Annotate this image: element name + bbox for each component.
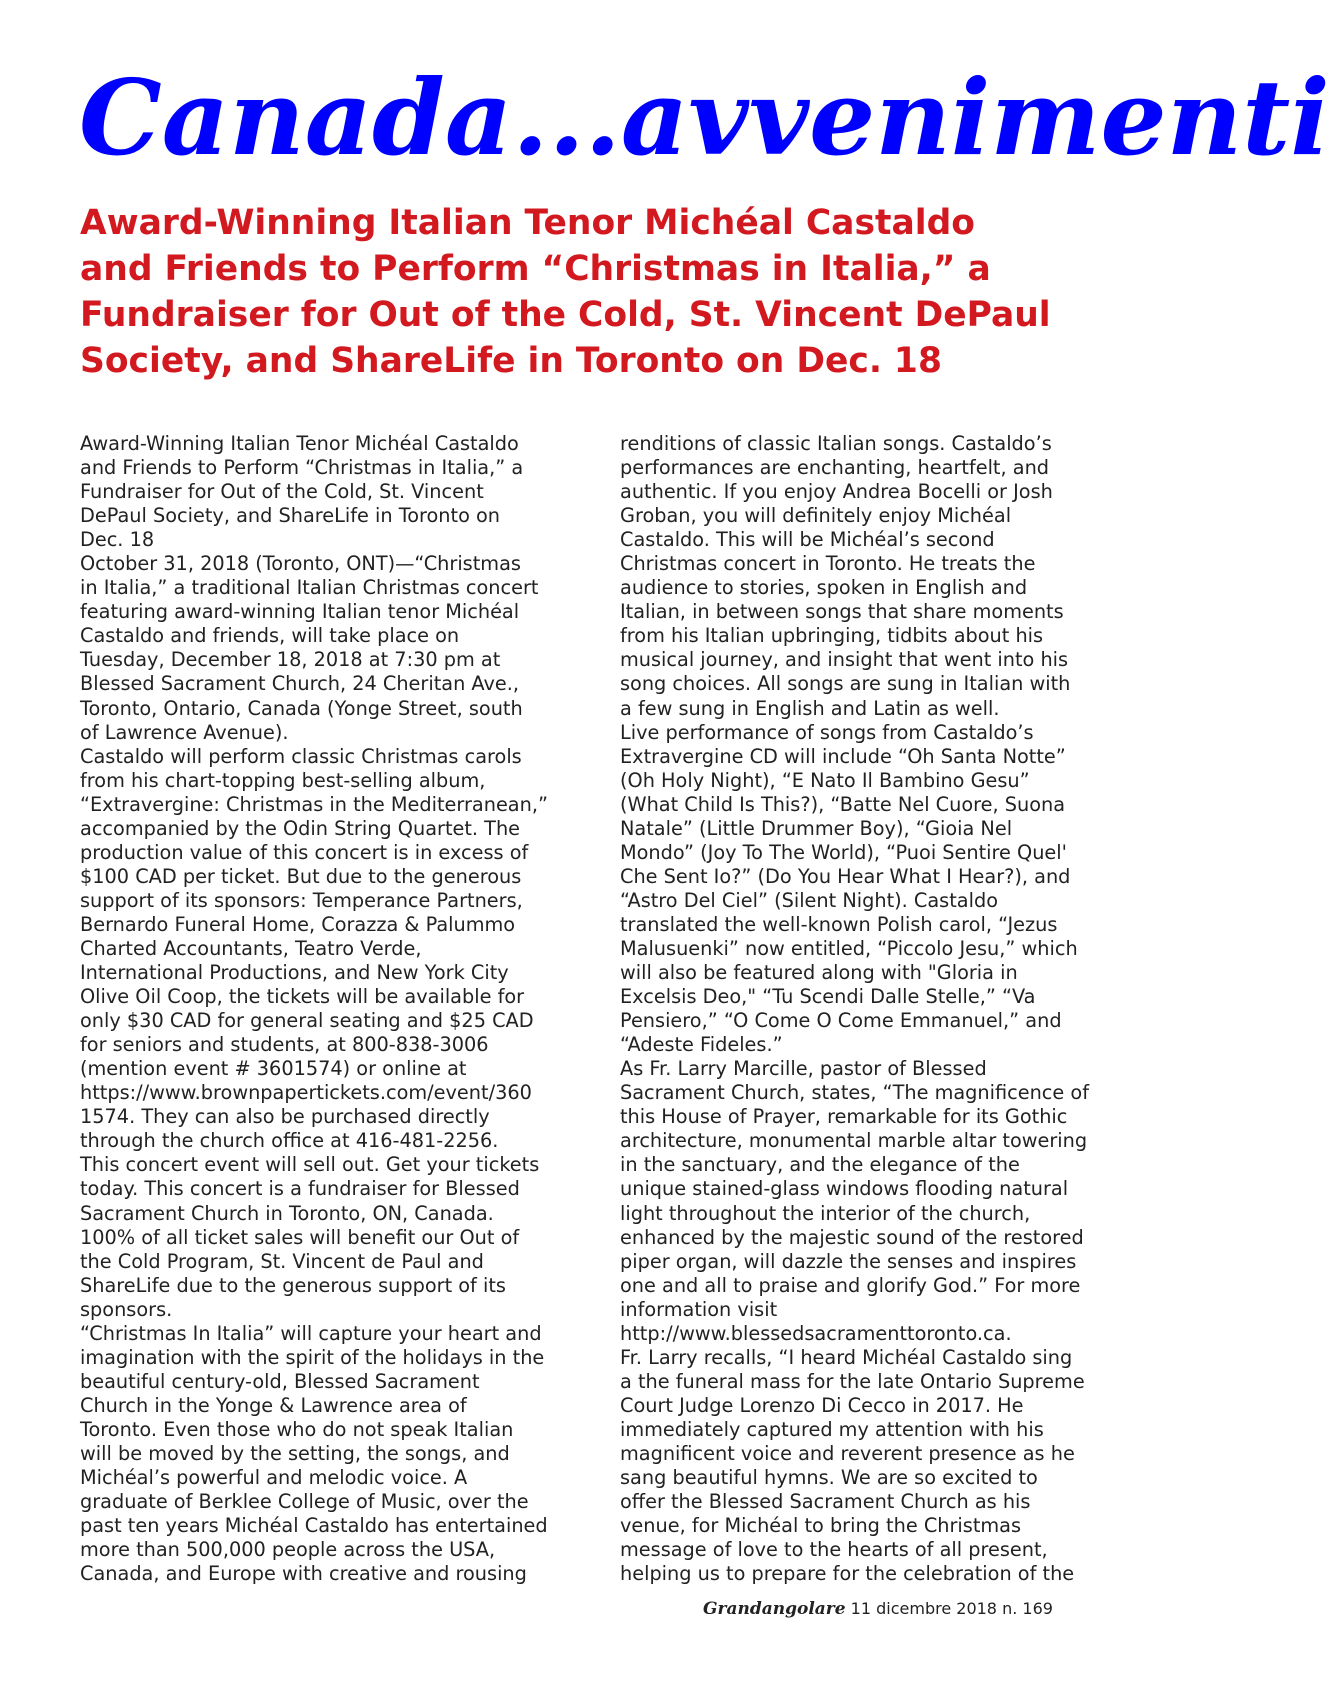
- body-text-line: As Fr. Larry Marcille, pastor of Blessed: [620, 1057, 987, 1081]
- body-text-line: will be moved by the setting, the songs, and: [80, 1441, 510, 1465]
- body-text-line: “Astro Del Ciel” (Silent Night). Castaldo: [620, 888, 998, 912]
- body-text-line: October 31, 2018 (Toronto, ONT)—“Christmas: [80, 552, 521, 576]
- body-text-line: featuring award-winning Italian tenor Michéal: [80, 600, 520, 624]
- body-text-line: Tuesday, December 18, 2018 at 7:30 pm at: [80, 648, 501, 672]
- body-text-line: in the sanctuary, and the elegance of the: [620, 1153, 1020, 1177]
- page-footer: [703, 1598, 1053, 1620]
- body-text-line: piper organ, will dazzle the senses and inspires: [620, 1249, 1077, 1273]
- article-headline: [80, 200, 1115, 384]
- body-text-line: sponsors.: [80, 1297, 173, 1321]
- headline-line: Award-Winning Italian Tenor Michéal Castaldo: [80, 203, 975, 243]
- body-text-line: musical journey, and insight that went into his: [620, 648, 1069, 672]
- body-text-line: translated the well-known Polish carol, “Jezus: [620, 912, 1058, 936]
- body-text-line: International Productions, and New York City: [80, 961, 509, 985]
- publication-name: Grandangolare: [703, 1599, 846, 1619]
- body-text-line: only $30 CAD for general seating and $25 CAD: [80, 1009, 534, 1033]
- body-text-line: Award-Winning Italian Tenor Michéal Castaldo: [80, 432, 519, 455]
- body-text-line: Che Sent Io?” (Do You Hear What I Hear?), and: [620, 864, 1071, 888]
- body-text-line: DePaul Society, and ShareLife in Toronto on: [80, 504, 501, 528]
- body-text-line: https://www.brownpapertickets.com/event/360: [80, 1081, 532, 1105]
- body-text-line: the Cold Program, St. Vincent de Paul and: [80, 1249, 484, 1273]
- body-text-line: light throughout the interior of the church,: [620, 1201, 1031, 1225]
- body-text-line: Fr. Larry recalls, “I heard Michéal Castaldo sing: [620, 1345, 1073, 1369]
- body-text-line: 1574. They can also be purchased directly: [80, 1105, 490, 1129]
- body-text-line: Michéal’s powerful and melodic voice. A: [80, 1466, 468, 1490]
- body-text-line: beautiful century-old, Blessed Sacrament: [80, 1369, 480, 1393]
- body-text-line: a few sung in English and Latin as well.: [620, 696, 1000, 720]
- body-text-line: Castaldo. This will be Michéal’s second: [620, 528, 995, 552]
- body-text-line: ShareLife due to the generous support of its: [80, 1273, 506, 1297]
- body-text-line: Toronto. Even those who do not speak Italian: [80, 1417, 514, 1441]
- body-text-line: Live performance of songs from Castaldo’s: [620, 720, 1034, 744]
- masthead-title: Canada...avvenimenti: [79, 56, 1330, 179]
- body-text-line: Dec. 18: [80, 528, 155, 552]
- body-text-line: offer the Blessed Sacrament Church as his: [620, 1490, 1031, 1514]
- body-text-line: information visit: [620, 1297, 778, 1321]
- body-text-line: from his chart-topping best-selling album,: [80, 768, 486, 792]
- body-text-line: Castaldo will perform classic Christmas carols: [80, 744, 522, 768]
- issue-info: 11 dicembre 2018 n. 169: [845, 1599, 1053, 1618]
- body-text-line: imagination with the spirit of the holidays in the: [80, 1345, 545, 1369]
- body-text-line: and Friends to Perform “Christmas in Italia,” a: [80, 456, 524, 480]
- body-text-line: architecture, monumental marble altar towering: [620, 1129, 1088, 1153]
- body-text-line: Extravergine CD will include “Oh Santa Notte”: [620, 744, 1066, 768]
- headline-line: Society, and ShareLife in Toronto on Dec. 18: [80, 341, 942, 381]
- body-text-line: “Christmas In Italia” will capture your heart and: [80, 1321, 542, 1345]
- body-text-line: Toronto, Ontario, Canada (Yonge Street, south: [80, 696, 523, 720]
- body-text-line: Mondo” (Joy To The World), “Puoi Sentire Quel': [620, 840, 1067, 864]
- body-text-line: Malusuenki” now entitled, “Piccolo Jesu,” which: [620, 936, 1078, 960]
- article-column-right: [620, 432, 1120, 1586]
- body-text-line: This concert event will sell out. Get your tickets: [80, 1153, 540, 1177]
- body-text-line: this House of Prayer, remarkable for its Gothic: [620, 1105, 1068, 1129]
- body-text-line: Italian, in between songs that share moments: [620, 600, 1064, 624]
- body-text-line: helping us to prepare for the celebration of the: [620, 1562, 1075, 1586]
- body-text-line: Sacrament Church, states, “The magnificence of: [620, 1081, 1089, 1105]
- body-text-line: (Oh Holy Night), “E Nato Il Bambino Gesu”: [620, 768, 1030, 792]
- body-text-line: a the funeral mass for the late Ontario Supreme: [620, 1369, 1085, 1393]
- body-text-line: http://www.blessedsacramenttoronto.ca.: [620, 1321, 1012, 1345]
- body-text-line: one and all to praise and glorify God.” For more: [620, 1273, 1081, 1297]
- body-text-line: in Italia,” a traditional Italian Christmas concert: [80, 576, 539, 600]
- body-text-line: Natale” (Little Drummer Boy), “Gioia Nel: [620, 816, 1013, 840]
- body-text-line: through the church office at 416-481-2256.: [80, 1129, 499, 1153]
- body-text-line: Church in the Yonge & Lawrence area of: [80, 1393, 467, 1417]
- body-text-line: venue, for Michéal to bring the Christmas: [620, 1514, 1022, 1538]
- body-text-line: Castaldo and friends, will take place on: [80, 624, 460, 648]
- headline-line: and Friends to Perform “Christmas in Italia,” a: [80, 249, 991, 289]
- body-text-line: 100% of all ticket sales will benefit our Out of: [80, 1225, 520, 1249]
- body-text-line: will also be featured along with "Gloria in: [620, 961, 1018, 985]
- body-text-line: accompanied by the Odin String Quartet. The: [80, 816, 521, 840]
- body-text-line: graduate of Berklee College of Music, over the: [80, 1490, 529, 1514]
- body-text-line: Groban, you will definitely enjoy Michéal: [620, 504, 1012, 528]
- body-text-line: production value of this concert is in excess of: [80, 840, 529, 864]
- body-text-line: Court Judge Lorenzo Di Cecco in 2017. He: [620, 1393, 1024, 1417]
- body-text-line: performances are enchanting, heartfelt, and: [620, 456, 1050, 480]
- body-text-line: Olive Oil Coop, the tickets will be available for: [80, 985, 525, 1009]
- body-text-line: song choices. All songs are sung in Italian with: [620, 672, 1071, 696]
- body-text-line: past ten years Michéal Castaldo has entertained: [80, 1514, 548, 1538]
- body-text-line: magnificent voice and reverent presence as he: [620, 1441, 1075, 1465]
- body-text-line: audience to stories, spoken in English and: [620, 576, 1028, 600]
- body-text-line: support of its sponsors: Temperance Partners,: [80, 888, 523, 912]
- body-text-line: today. This concert is a fundraiser for Blessed: [80, 1177, 520, 1201]
- body-text-line: message of love to the hearts of all present,: [620, 1538, 1048, 1562]
- body-text-line: of Lawrence Avenue).: [80, 720, 289, 744]
- body-text-line: “Extravergine: Christmas in the Mediterranean,”: [80, 792, 548, 816]
- body-text-line: Christmas concert in Toronto. He treats the: [620, 552, 1036, 576]
- body-text-line: authentic. If you enjoy Andrea Bocelli or Josh: [620, 480, 1053, 504]
- body-text-line: unique stained-glass windows flooding natural: [620, 1177, 1069, 1201]
- body-text-line: Blessed Sacrament Church, 24 Cheritan Ave.,: [80, 672, 520, 696]
- body-text-line: enhanced by the majestic sound of the restored: [620, 1225, 1084, 1249]
- article-column-left: [80, 432, 580, 1586]
- body-text-line: (What Child Is This?), “Batte Nel Cuore, Suona: [620, 792, 1066, 816]
- body-text-line: immediately captured my attention with his: [620, 1417, 1044, 1441]
- body-text-line: $100 CAD per ticket. But due to the generous: [80, 864, 522, 888]
- body-text-line: (mention event # 3601574) or online at: [80, 1057, 467, 1081]
- body-text-line: Canada, and Europe with creative and rousing: [80, 1562, 527, 1586]
- body-text-line: from his Italian upbringing, tidbits about his: [620, 624, 1044, 648]
- body-text-line: sang beautiful hymns. We are so excited to: [620, 1466, 1038, 1490]
- body-text-line: Excelsis Deo," “Tu Scendi Dalle Stelle,” “Va: [620, 985, 1036, 1009]
- body-text-line: for seniors and students, at 800-838-3006: [80, 1033, 489, 1057]
- body-text-line: Fundraiser for Out of the Cold, St. Vincent: [80, 480, 484, 504]
- body-text-line: Sacrament Church in Toronto, ON, Canada.: [80, 1201, 494, 1225]
- body-text-line: “Adeste Fideles.”: [620, 1033, 783, 1057]
- body-text-line: Bernardo Funeral Home, Corazza & Palummo: [80, 912, 516, 936]
- body-text-line: more than 500,000 people across the USA,: [80, 1538, 496, 1562]
- body-text-line: renditions of classic Italian songs. Castaldo’s: [620, 432, 1052, 455]
- headline-line: Fundraiser for Out of the Cold, St. Vincent DePaul: [80, 295, 1051, 335]
- body-text-line: Pensiero,” “O Come O Come Emmanuel,” and: [620, 1009, 1062, 1033]
- body-text-line: Charted Accountants, Teatro Verde,: [80, 936, 422, 960]
